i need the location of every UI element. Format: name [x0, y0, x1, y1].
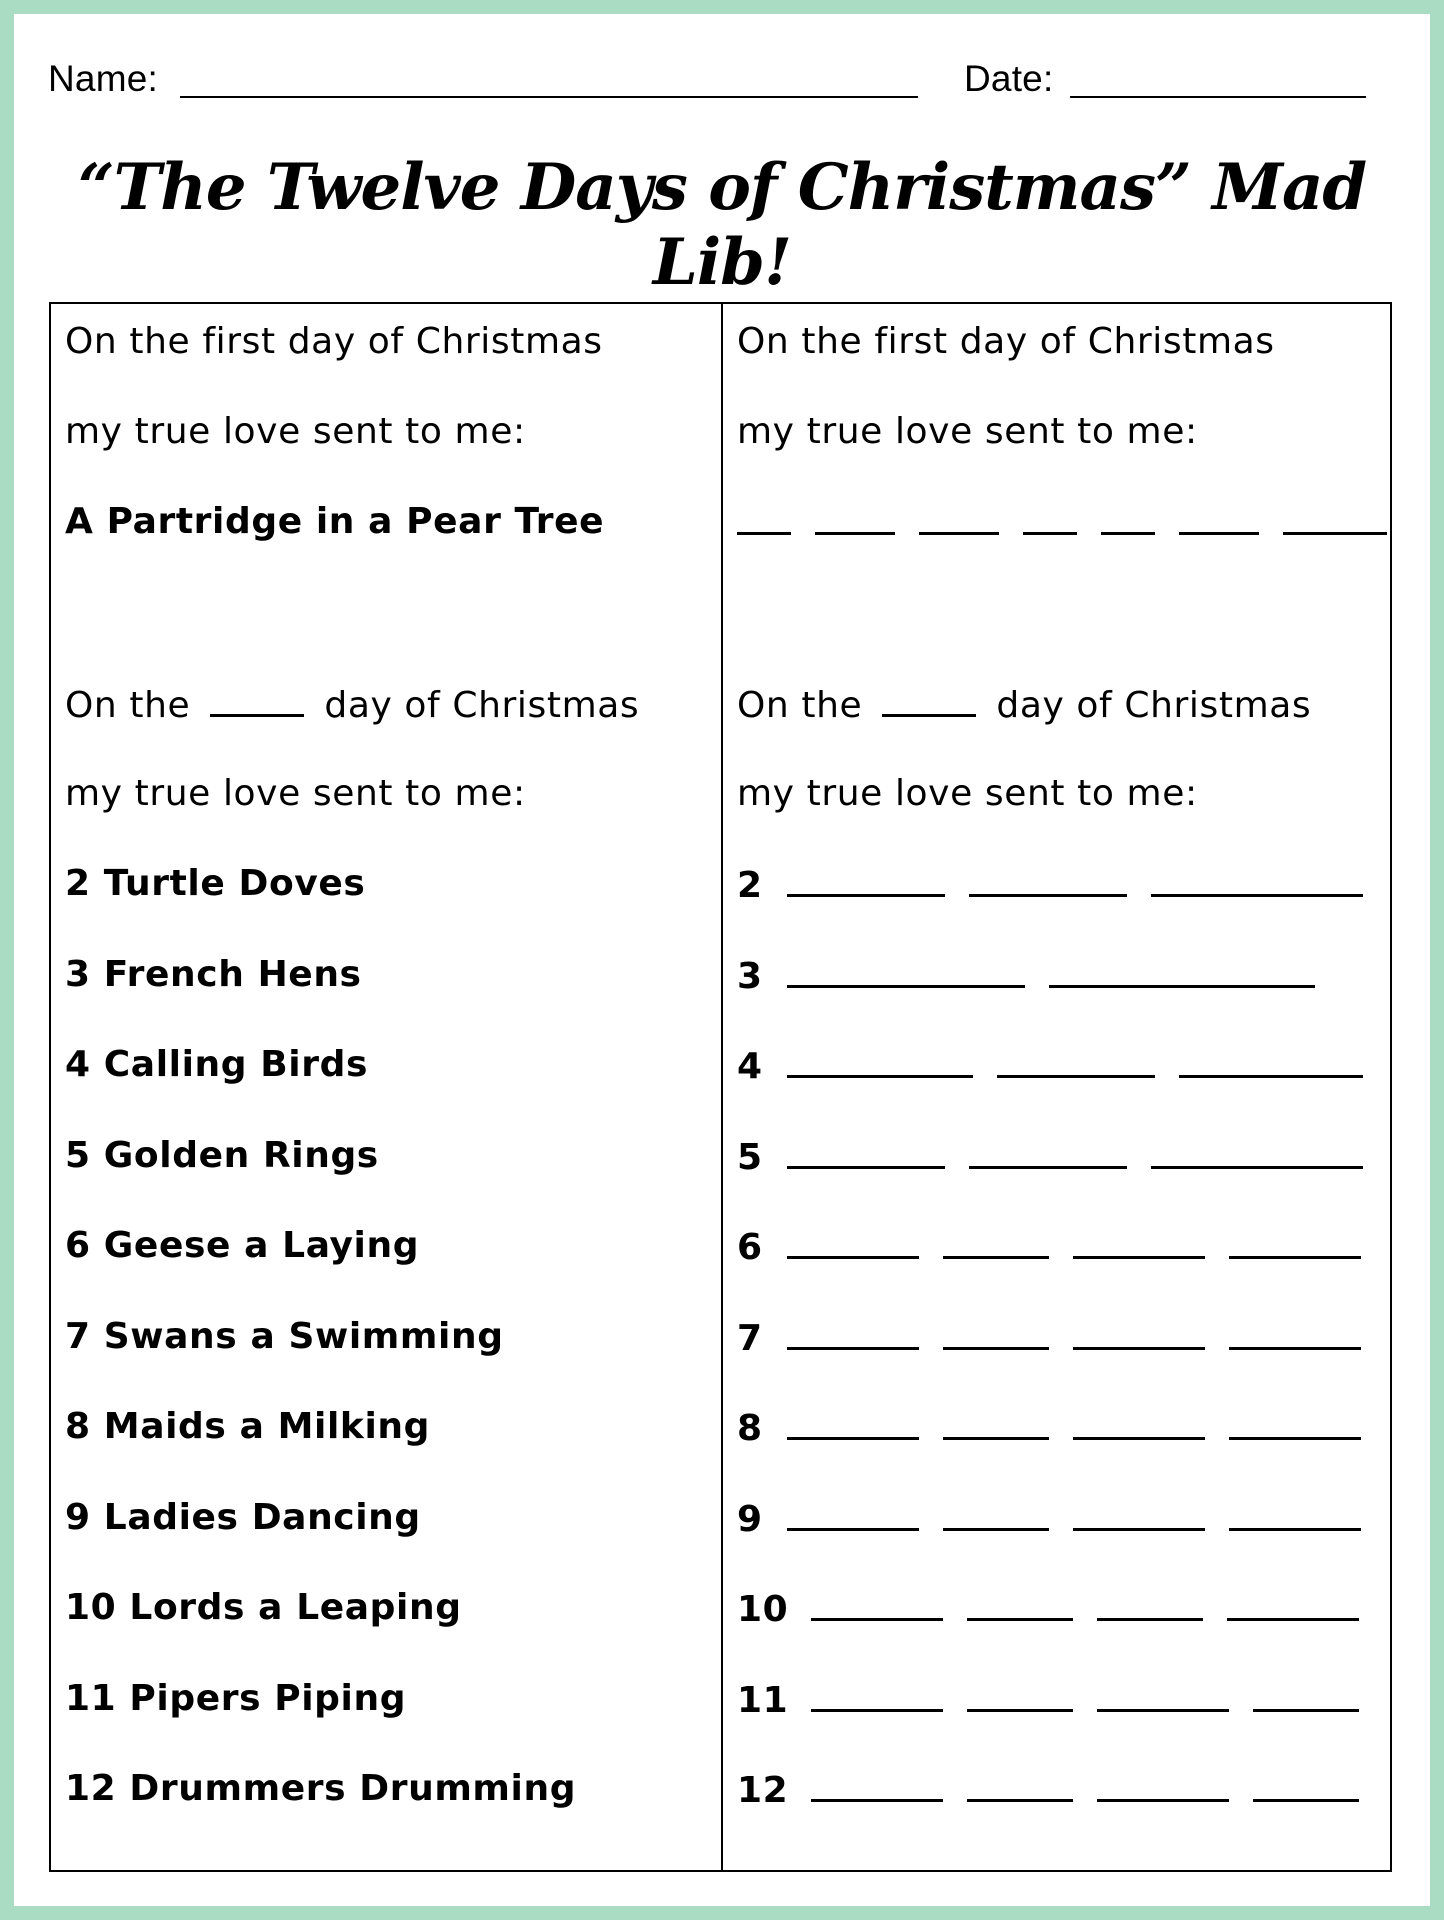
- answer-blank[interactable]: [787, 1498, 919, 1531]
- answer-blank[interactable]: [1097, 1588, 1203, 1621]
- answer-blank[interactable]: [1049, 955, 1315, 988]
- answer-blank[interactable]: [1283, 502, 1387, 535]
- answer-blank[interactable]: [1097, 1769, 1229, 1802]
- left-gift: 4 Calling Birds: [65, 1044, 368, 1085]
- left-verse2-line1-start: On the: [65, 685, 191, 726]
- left-gift: 7 Swans a Swimming: [65, 1316, 504, 1357]
- answer-blank[interactable]: [787, 1407, 919, 1440]
- left-gift: 8 Maids a Milking: [65, 1406, 430, 1447]
- answer-blank[interactable]: [1227, 1588, 1359, 1621]
- answer-blank[interactable]: [1023, 502, 1077, 535]
- right-gift-row: [737, 1226, 1373, 1268]
- date-field[interactable]: [1070, 96, 1366, 98]
- right-gift-row: [737, 1498, 1373, 1540]
- left-verse2-line2: my true love sent to me:: [65, 773, 526, 814]
- answer-blank[interactable]: [1097, 1679, 1229, 1712]
- answer-blank[interactable]: [787, 1226, 919, 1259]
- answer-blank[interactable]: [969, 864, 1127, 897]
- gift-number: 7: [737, 1318, 763, 1359]
- gift-number: 11: [737, 1680, 789, 1721]
- answer-blank[interactable]: [787, 1045, 973, 1078]
- answer-blank[interactable]: [1073, 1226, 1205, 1259]
- right-verse2-line2: my true love sent to me:: [737, 773, 1198, 814]
- answer-blank[interactable]: [1229, 1407, 1361, 1440]
- answer-blank[interactable]: [787, 1136, 945, 1169]
- left-verse1-line1: On the first day of Christmas: [65, 321, 603, 362]
- left-gift: 9 Ladies Dancing: [65, 1497, 421, 1538]
- answer-blank[interactable]: [1073, 1407, 1205, 1440]
- answer-blank[interactable]: [919, 502, 999, 535]
- answer-blank[interactable]: [787, 955, 1025, 988]
- answer-blank[interactable]: [737, 502, 791, 535]
- answer-blank[interactable]: [1253, 1769, 1359, 1802]
- left-gift: 11 Pipers Piping: [65, 1678, 407, 1719]
- left-verse1-line2: my true love sent to me:: [65, 411, 526, 452]
- left-verse2-line1: [65, 684, 639, 726]
- left-verse2-line1-end: day of Christmas: [324, 685, 640, 726]
- right-gift-row: [737, 1407, 1373, 1449]
- gift-number: 3: [737, 956, 763, 997]
- right-gift-row: [737, 864, 1375, 906]
- answer-blank[interactable]: [1253, 1679, 1359, 1712]
- left-gift: 12 Drummers Drumming: [65, 1768, 577, 1809]
- right-verse1-line1: On the first day of Christmas: [737, 321, 1275, 362]
- left-verse1-gift: A Partridge in a Pear Tree: [65, 501, 605, 542]
- gift-number: 12: [737, 1770, 789, 1811]
- left-gift: 3 French Hens: [65, 954, 362, 995]
- right-gift-row: [737, 1679, 1371, 1721]
- answer-blank[interactable]: [787, 1317, 919, 1350]
- gift-number: 10: [737, 1589, 789, 1630]
- answer-blank[interactable]: [1151, 864, 1363, 897]
- answer-blank[interactable]: [1229, 1317, 1361, 1350]
- answer-blank[interactable]: [811, 1769, 943, 1802]
- answer-blank[interactable]: [997, 1045, 1155, 1078]
- answer-blank[interactable]: [1073, 1498, 1205, 1531]
- right-gift-row: [737, 1045, 1375, 1087]
- column-divider: [721, 304, 723, 1870]
- left-gift: 6 Geese a Laying: [65, 1225, 420, 1266]
- answer-blank[interactable]: [967, 1679, 1073, 1712]
- gift-number: 2: [737, 865, 763, 906]
- right-verse1-gift-blanks: [737, 502, 1399, 544]
- right-verse2-line1-start: On the: [737, 685, 863, 726]
- right-gift-row: [737, 1588, 1371, 1630]
- name-label: Name:: [48, 58, 158, 99]
- answer-blank[interactable]: [787, 864, 945, 897]
- answer-blank[interactable]: [815, 502, 895, 535]
- right-verse2-line1-end: day of Christmas: [996, 685, 1312, 726]
- answer-blank[interactable]: [1151, 1136, 1363, 1169]
- answer-blank[interactable]: [967, 1769, 1073, 1802]
- name-field[interactable]: [180, 96, 918, 98]
- right-day-blank[interactable]: [882, 684, 976, 717]
- left-day-blank[interactable]: [210, 684, 304, 717]
- right-gift-row: [737, 1136, 1375, 1178]
- date-label: Date:: [964, 58, 1054, 99]
- gift-number: 4: [737, 1046, 763, 1087]
- answer-blank[interactable]: [943, 1407, 1049, 1440]
- answer-blank[interactable]: [1179, 502, 1259, 535]
- worksheet-title: “The Twelve Days of Christmas” Mad Lib!: [77, 150, 1367, 300]
- left-gift: 2 Turtle Doves: [65, 863, 366, 904]
- answer-blank[interactable]: [1073, 1317, 1205, 1350]
- answer-blank[interactable]: [969, 1136, 1127, 1169]
- answer-blank[interactable]: [943, 1226, 1049, 1259]
- right-gift-row: [737, 1317, 1373, 1359]
- gift-number: 5: [737, 1137, 763, 1178]
- answer-blank[interactable]: [1229, 1226, 1361, 1259]
- gift-number: 9: [737, 1499, 763, 1540]
- answer-blank[interactable]: [1229, 1498, 1361, 1531]
- right-verse1-line2: my true love sent to me:: [737, 411, 1198, 452]
- right-gift-row: [737, 1769, 1371, 1811]
- right-gift-row: [737, 955, 1327, 997]
- answer-blank[interactable]: [943, 1498, 1049, 1531]
- right-verse2-line1: [737, 684, 1311, 726]
- answer-blank[interactable]: [1101, 502, 1155, 535]
- left-gift: 10 Lords a Leaping: [65, 1587, 462, 1628]
- gift-number: 6: [737, 1227, 763, 1268]
- answer-blank[interactable]: [1179, 1045, 1363, 1078]
- left-gift: 5 Golden Rings: [65, 1135, 379, 1176]
- gift-number: 8: [737, 1408, 763, 1449]
- answer-blank[interactable]: [811, 1679, 943, 1712]
- answer-blank[interactable]: [943, 1317, 1049, 1350]
- answer-blank[interactable]: [811, 1588, 943, 1621]
- madlib-table: [49, 302, 1392, 1872]
- answer-blank[interactable]: [967, 1588, 1073, 1621]
